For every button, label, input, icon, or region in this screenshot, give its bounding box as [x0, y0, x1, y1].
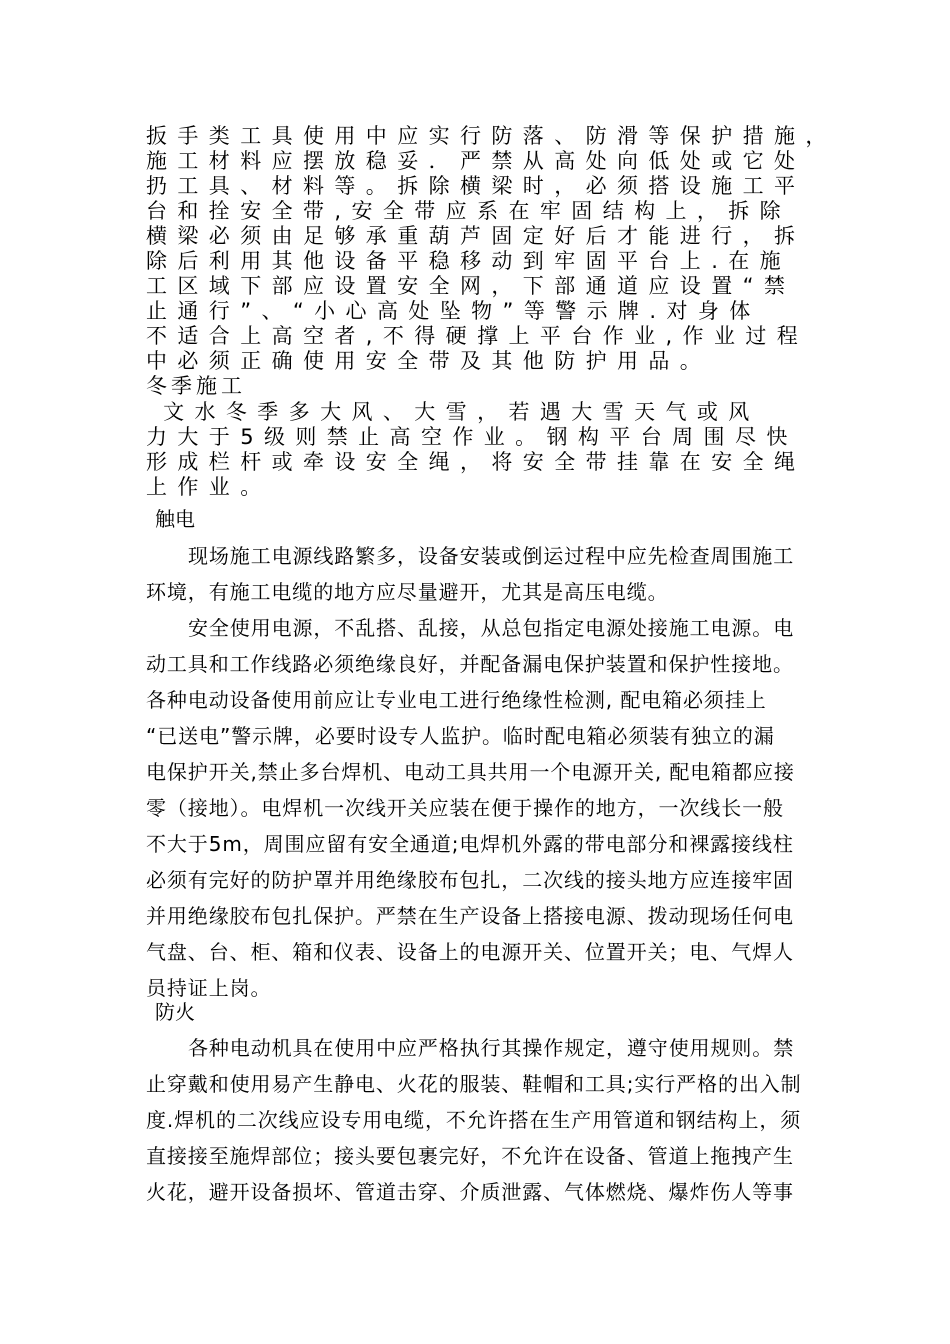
text-line: 员持证上岗。 — [146, 976, 272, 1000]
text-line: 除后利用其他设备平稳移动到牢固平台上.在施 — [146, 249, 792, 273]
text-line: 止穿戴和使用易产生静电、火花的服装、鞋帽和工具;实行严格的出入制 — [146, 1072, 802, 1096]
section-heading: 冬季施工 — [146, 374, 246, 398]
text-line: 各种电动设备使用前应让专业电工进行绝缘性检测, 配电箱必须挂上 — [146, 688, 767, 712]
text-line: 施工材料应摆放稳妥．严禁从高处向低处或它处 — [146, 149, 806, 173]
text-line: 扔工具、材料等。拆除横梁时，必须搭设施工平 — [146, 174, 806, 198]
text-line: “已送电”警示牌，必要时设专人监护。临时配电箱必须装有独立的漏 — [146, 724, 775, 748]
text-line: 直接接至施焊部位；接头要包裹完好，不允许在设备、管道上拖拽产生 — [146, 1144, 794, 1168]
text-line: 工区域下部应设置安全网，下部通道应设置“禁 — [146, 274, 796, 298]
text-line: 上作业。 — [146, 475, 272, 499]
text-line: 电保护开关,禁止多台焊机、电动工具共用一个电源开关, 配电箱都应接 — [146, 760, 795, 784]
section-heading: 触电 — [155, 507, 195, 531]
text-line: 气盘、台、柜、箱和仪表、设备上的电源开关、位置开关；电、气焊人 — [146, 940, 794, 964]
text-line: 止通行”、“小心高处坠物”等警示牌.对身体 — [146, 299, 761, 323]
text-line: 形成栏杆或牵设安全绳，将安全带挂靠在安全绳 — [146, 450, 806, 474]
text-line: 中必须正确使用安全带及其他防护用品。 — [146, 349, 712, 373]
text-line: 台和拴安全带,安全带应系在牢固结构上，拆除 — [146, 199, 792, 223]
text-line: 文水冬季多大风、大雪，若遇大雪天气或风 — [146, 400, 760, 424]
text-line: 环境，有施工电缆的地方应尽量避开，尤其是高压电缆。 — [146, 580, 669, 604]
text-line: 不适合上高空者,不得硬撑上平台作业,作业过程 — [146, 324, 809, 348]
text-line: 零（接地）。电焊机一次线开关应装在便于操作的地方，一次线长一般 — [146, 796, 784, 820]
text-line: 扳手类工具使用中应实行防落、防滑等保护措施， — [146, 124, 837, 148]
text-line: 安全使用电源，不乱搭、乱接，从总包指定电源处接施工电源。电 — [188, 616, 795, 640]
text-line: 度.焊机的二次线应设专用电缆，不允许搭在生产用管道和钢结构上，须 — [146, 1108, 802, 1132]
text-line: 动工具和工作线路必须绝缘良好，并配备漏电保护装置和保护性接地。 — [146, 652, 794, 676]
text-line: 横梁必须由足够承重葫芦固定好后才能进行，拆 — [146, 224, 806, 248]
text-line: 各种电动机具在使用中应严格执行其操作规定，遵守使用规则。禁 — [188, 1036, 795, 1060]
text-line: 并用绝缘胶布包扎保护。严禁在生产设备上搭接电源、拨动现场任何电 — [146, 904, 794, 928]
text-line: 火花，避开设备损坏、管道击穿、介质泄露、气体燃烧、爆炸伤人等事 — [146, 1180, 794, 1204]
text-line: 不大于5m，周围应留有安全通道;电焊机外露的带电部分和裸露接线柱 — [146, 832, 794, 856]
text-line: 力大于5级则禁止高空作业。钢构平台周围尽快 — [146, 425, 798, 449]
text-line: 现场施工电源线路繁多，设备安装或倒运过程中应先检查周围施工 — [188, 544, 795, 568]
section-heading: 防火 — [155, 1000, 195, 1024]
text-line: 必须有完好的防护罩并用绝缘胶布包扎，二次线的接头地方应连接牢固 — [146, 868, 794, 892]
